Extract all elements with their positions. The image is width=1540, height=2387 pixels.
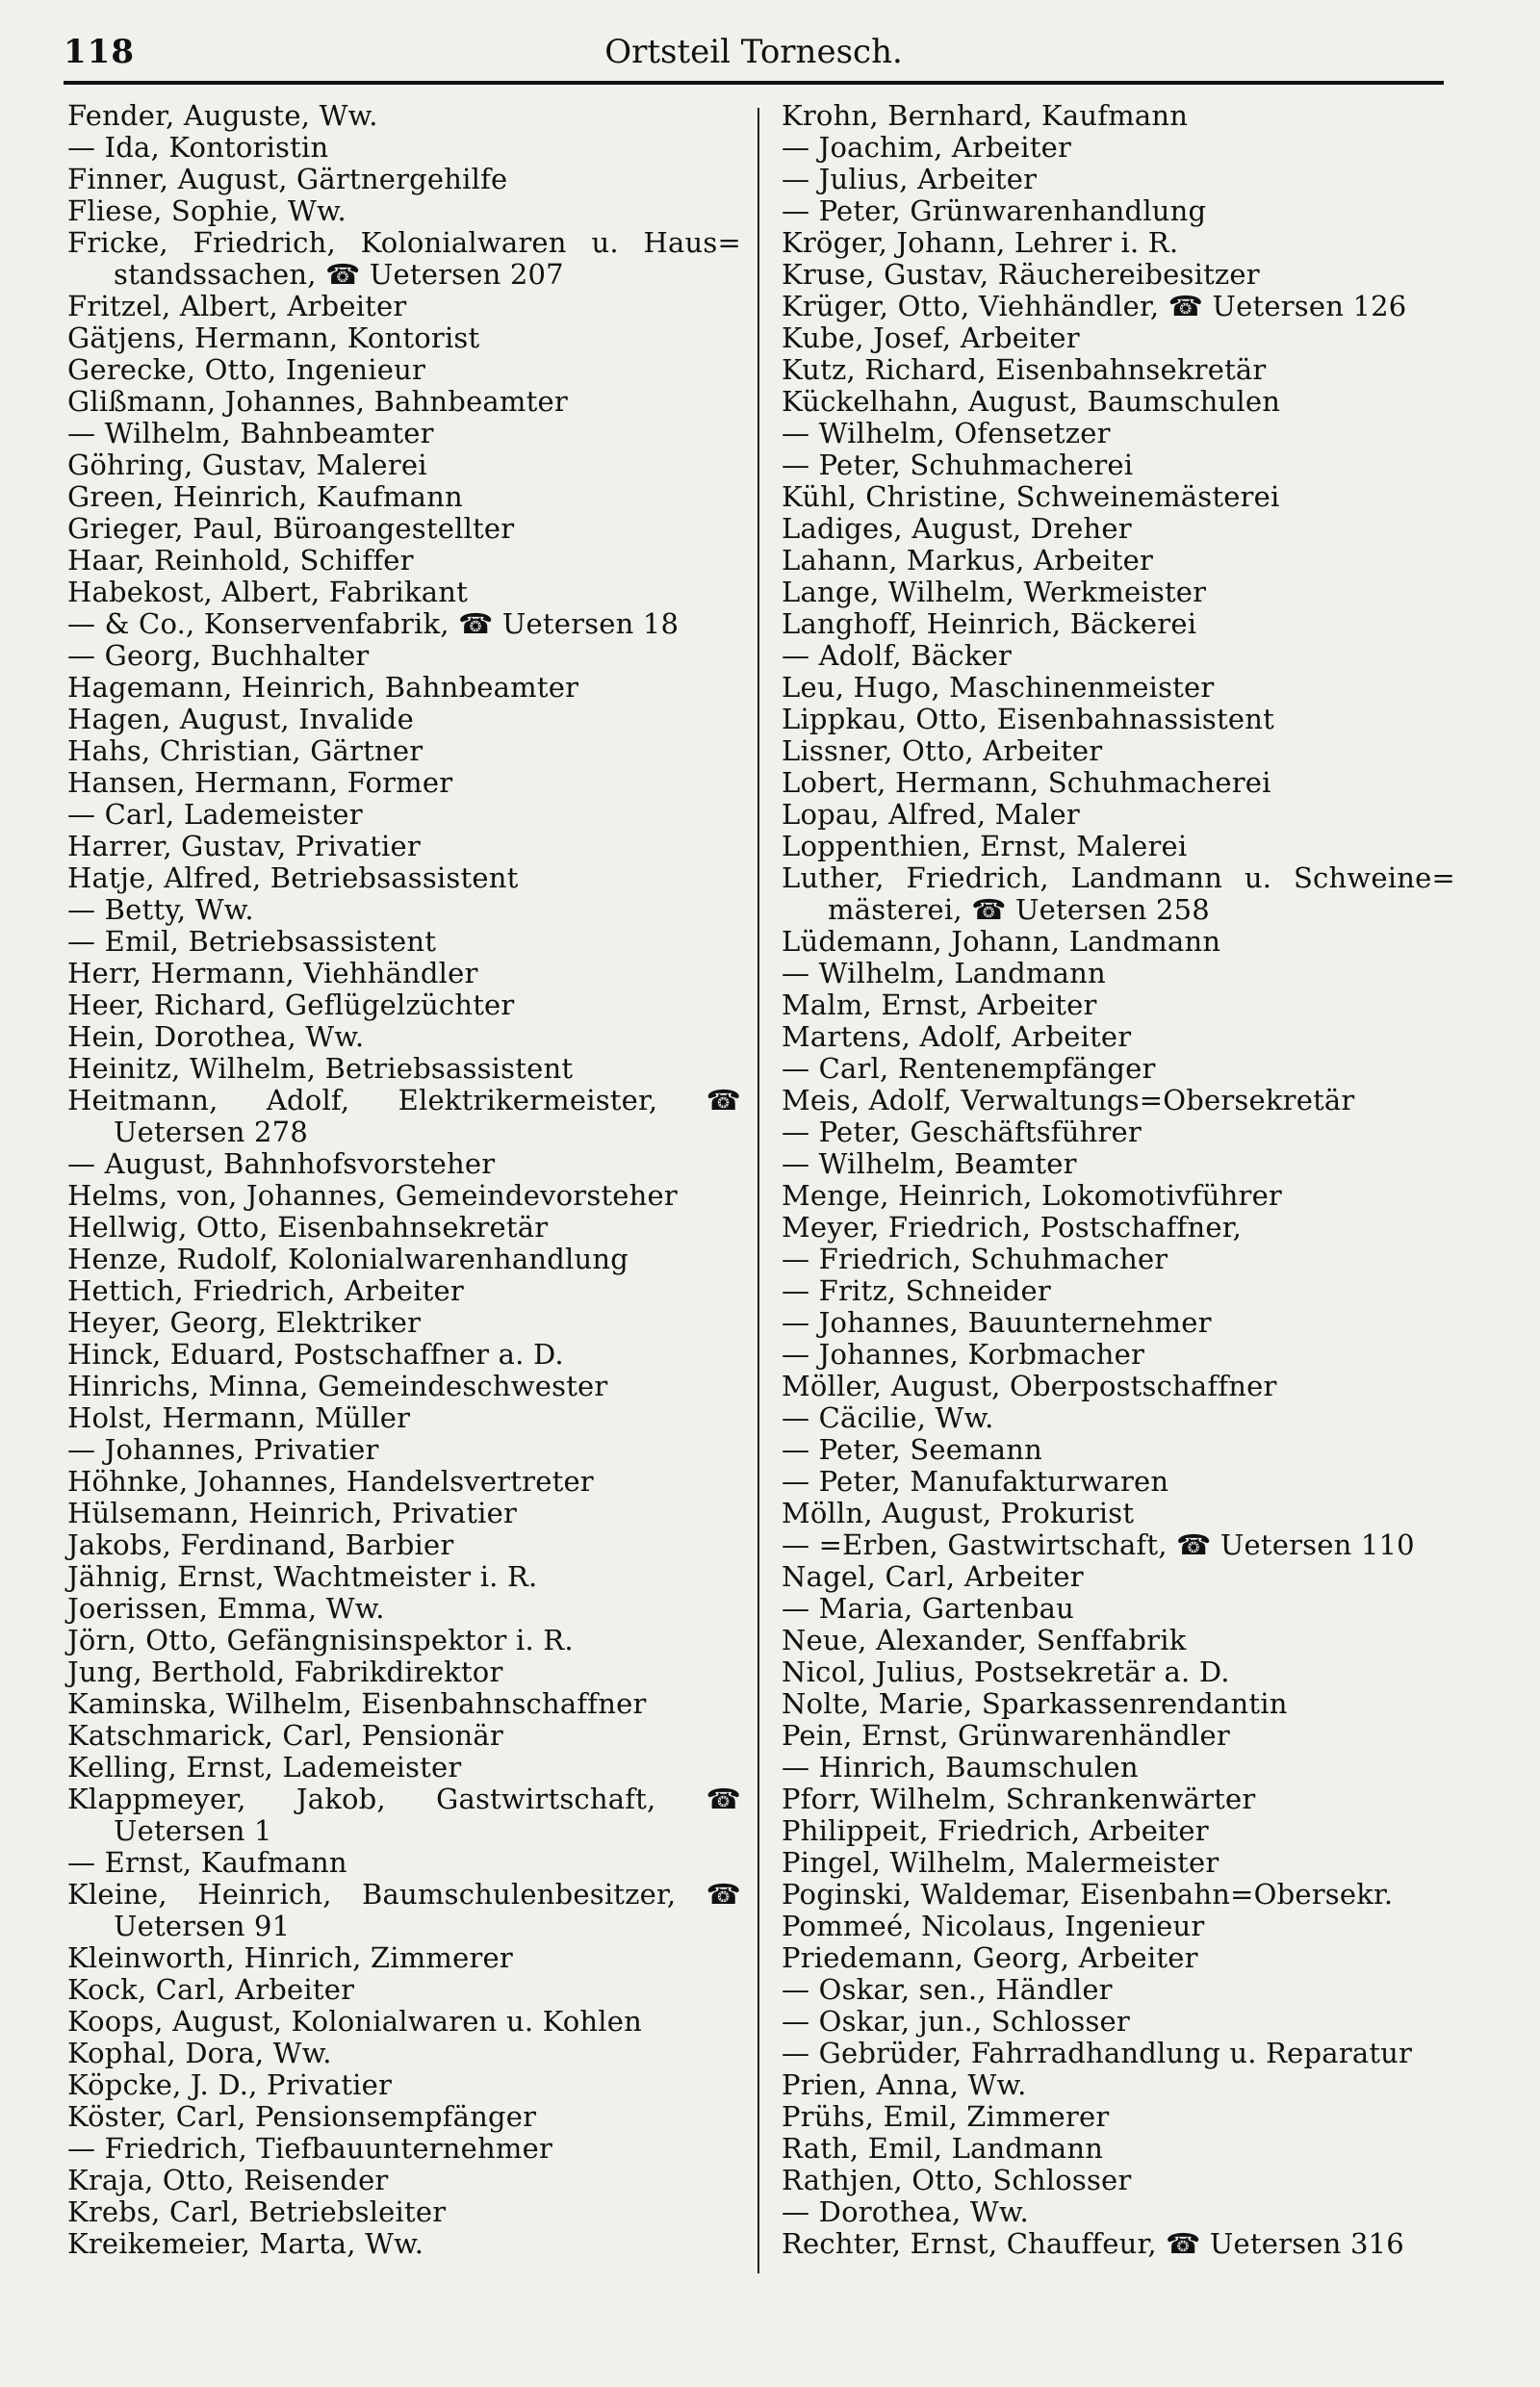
directory-entry: — Georg, Buchhalter bbox=[67, 639, 370, 672]
directory-entry: Kophal, Dora, Ww. bbox=[67, 2037, 332, 2069]
directory-entry: Heitmann, Adolf, Elektrikermeister, ☎ bbox=[67, 1084, 741, 1116]
directory-entry: Krebs, Carl, Betriebsleiter bbox=[67, 2195, 447, 2228]
directory-entry: Meis, Adolf, Verwaltungs=Obersekretär bbox=[782, 1084, 1355, 1116]
page-header bbox=[64, 29, 1444, 81]
directory-entry: Klappmeyer, Jakob, Gastwirtschaft, ☎ bbox=[67, 1783, 741, 1815]
directory-entry: Kühl, Christine, Schweinemästerei bbox=[782, 480, 1280, 513]
directory-entry: Henze, Rudolf, Kolonialwarenhandlung bbox=[67, 1243, 629, 1275]
directory-entry: Fliese, Sophie, Ww. bbox=[67, 194, 346, 227]
directory-entry: — Dorothea, Ww. bbox=[782, 2195, 1029, 2228]
directory-entry: Gerecke, Otto, Ingenieur bbox=[67, 353, 426, 386]
directory-entry: Langhoff, Heinrich, Bäckerei bbox=[782, 607, 1197, 640]
directory-entry: Katschmarick, Carl, Pensionär bbox=[67, 1719, 503, 1752]
directory-entry: Rathjen, Otto, Schlosser bbox=[782, 2164, 1132, 2196]
directory-entry: Heinitz, Wilhelm, Betriebsassistent bbox=[67, 1052, 574, 1085]
directory-entry: Lissner, Otto, Arbeiter bbox=[782, 734, 1103, 767]
directory-entry: — Adolf, Bäcker bbox=[782, 639, 1013, 672]
directory-entry: Habekost, Albert, Fabrikant bbox=[67, 576, 468, 608]
directory-entry: — Johannes, Korbmacher bbox=[782, 1338, 1145, 1371]
directory-entry: Kreikemeier, Marta, Ww. bbox=[67, 2227, 424, 2260]
directory-entry: Herr, Hermann, Viehhändler bbox=[67, 957, 478, 989]
directory-entry: Luther, Friedrich, Landmann u. Schweine= bbox=[782, 861, 1455, 894]
directory-entry: — August, Bahnhofsvorsteher bbox=[67, 1147, 496, 1180]
directory-entry: Lüdemann, Johann, Landmann bbox=[782, 925, 1221, 958]
directory-entry: Hagemann, Heinrich, Bahnbeamter bbox=[67, 671, 579, 704]
directory-entry: Green, Heinrich, Kaufmann bbox=[67, 480, 463, 513]
directory-entry: Heyer, Georg, Elektriker bbox=[67, 1306, 422, 1339]
directory-entry: Köster, Carl, Pensionsempfänger bbox=[67, 2100, 537, 2133]
directory-entry: Hatje, Alfred, Betriebsassistent bbox=[67, 861, 519, 894]
directory-entry: — Oskar, sen., Händler bbox=[782, 1973, 1113, 2006]
directory-entry: Fender, Auguste, Ww. bbox=[67, 99, 378, 132]
directory-entry: Hein, Dorothea, Ww. bbox=[67, 1020, 365, 1053]
directory-entry: Hinck, Eduard, Postschaffner a. D. bbox=[67, 1338, 564, 1371]
directory-entry: — Oskar, jun., Schlosser bbox=[782, 2005, 1130, 2038]
directory-entry: Hagen, August, Invalide bbox=[67, 703, 414, 735]
directory-entry: — Peter, Schuhmacherei bbox=[782, 449, 1134, 481]
directory-entry: Hansen, Hermann, Former bbox=[67, 766, 453, 799]
directory-entry: Hettich, Friedrich, Arbeiter bbox=[67, 1274, 464, 1307]
directory-entry: Grieger, Paul, Büroangestellter bbox=[67, 512, 515, 545]
directory-entry: Kraja, Otto, Reisender bbox=[67, 2164, 389, 2196]
directory-entry: Möller, August, Oberpostschaffner bbox=[782, 1370, 1277, 1402]
right-column bbox=[782, 100, 1455, 2260]
directory-entry: — =Erben, Gastwirtschaft, ☎ Uetersen 110 bbox=[782, 1528, 1415, 1561]
directory-entry: Hinrichs, Minna, Gemeindeschwester bbox=[67, 1370, 608, 1402]
directory-entry: Finner, August, Gärtnergehilfe bbox=[67, 163, 508, 195]
directory-entry: — Carl, Lademeister bbox=[67, 798, 363, 831]
directory-entry: Joerissen, Emma, Ww. bbox=[67, 1592, 385, 1625]
directory-entry: — Julius, Arbeiter bbox=[782, 163, 1038, 195]
directory-entry: Hahs, Christian, Gärtner bbox=[67, 734, 424, 767]
directory-entry: — Carl, Rentenempfänger bbox=[782, 1052, 1156, 1085]
directory-entry: Prien, Anna, Ww. bbox=[782, 2068, 1027, 2101]
directory-entry: Kröger, Johann, Lehrer i. R. bbox=[782, 226, 1179, 259]
directory-entry: Lopau, Alfred, Maler bbox=[782, 798, 1080, 831]
directory-entry: — Ida, Kontoristin bbox=[67, 131, 329, 164]
directory-entry: Loppenthien, Ernst, Malerei bbox=[782, 830, 1188, 862]
directory-entry: Kutz, Richard, Eisenbahnsekretär bbox=[782, 353, 1267, 386]
directory-entry: Malm, Ernst, Arbeiter bbox=[782, 988, 1097, 1021]
directory-entry: — Joachim, Arbeiter bbox=[782, 131, 1072, 164]
directory-entry: Fritzel, Albert, Arbeiter bbox=[67, 290, 407, 322]
directory-entry: — Hinrich, Baumschulen bbox=[782, 1751, 1139, 1784]
directory-entry: Holst, Hermann, Müller bbox=[67, 1401, 411, 1434]
left-column bbox=[67, 100, 741, 2260]
directory-entry: — Peter, Seemann bbox=[782, 1433, 1043, 1466]
directory-entry: — Peter, Grünwarenhandlung bbox=[782, 194, 1207, 227]
directory-entry: Kückelhahn, August, Baumschulen bbox=[782, 385, 1281, 418]
directory-entry: — Maria, Gartenbau bbox=[782, 1592, 1075, 1625]
directory-entry: Lange, Wilhelm, Werkmeister bbox=[782, 576, 1207, 608]
directory-entry: Neue, Alexander, Senffabrik bbox=[782, 1624, 1187, 1656]
directory-entry: Heer, Richard, Geflügelzüchter bbox=[67, 988, 515, 1021]
directory-entry: Lippkau, Otto, Eisenbahnassistent bbox=[782, 703, 1274, 735]
directory-entry: Glißmann, Johannes, Bahnbeamter bbox=[67, 385, 568, 418]
directory-entry: Priedemann, Georg, Arbeiter bbox=[782, 1941, 1198, 1974]
directory-entry: Haar, Reinhold, Schiffer bbox=[67, 544, 414, 577]
entry-continuation: Uetersen 91 bbox=[114, 1910, 291, 1942]
directory-entry: Koops, August, Kolonialwaren u. Kohlen bbox=[67, 2005, 643, 2038]
directory-entry: Harrer, Gustav, Privatier bbox=[67, 830, 421, 862]
directory-entry: Jörn, Otto, Gefängnisinspektor i. R. bbox=[67, 1624, 574, 1656]
directory-entry: Köpcke, J. D., Privatier bbox=[67, 2068, 393, 2101]
directory-entry: Lobert, Hermann, Schuhmacherei bbox=[782, 766, 1271, 799]
directory-entry: Menge, Heinrich, Lokomotivführer bbox=[782, 1179, 1282, 1212]
directory-entry: — Wilhelm, Landmann bbox=[782, 957, 1106, 989]
entry-continuation: mästerei, ☎ Uetersen 258 bbox=[828, 893, 1210, 926]
directory-entry: Hellwig, Otto, Eisenbahnsekretär bbox=[67, 1211, 549, 1244]
directory-entry: Rechter, Ernst, Chauffeur, ☎ Uetersen 316 bbox=[782, 2227, 1404, 2260]
directory-entry: Kaminska, Wilhelm, Eisenbahnschaffner bbox=[67, 1687, 647, 1720]
directory-entry: — Johannes, Privatier bbox=[67, 1433, 379, 1466]
directory-entry: Ladiges, August, Dreher bbox=[782, 512, 1132, 545]
running-title: Ortsteil Tornesch. bbox=[604, 33, 903, 71]
directory-entry: Göhring, Gustav, Malerei bbox=[67, 449, 427, 481]
directory-entry: Fricke, Friedrich, Kolonialwaren u. Haus= bbox=[67, 226, 741, 259]
directory-entry: — Peter, Manufakturwaren bbox=[782, 1465, 1169, 1498]
directory-entry: Nicol, Julius, Postsekretär a. D. bbox=[782, 1656, 1230, 1688]
directory-entry: Jung, Berthold, Fabrikdirektor bbox=[67, 1656, 503, 1688]
directory-entry: Kock, Carl, Arbeiter bbox=[67, 1973, 355, 2006]
directory-entry: Jähnig, Ernst, Wachtmeister i. R. bbox=[67, 1560, 538, 1593]
directory-entry: Philippeit, Friedrich, Arbeiter bbox=[782, 1814, 1209, 1847]
directory-entry: — Cäcilie, Ww. bbox=[782, 1401, 994, 1434]
directory-entry: Meyer, Friedrich, Postschaffner, bbox=[782, 1211, 1243, 1244]
directory-entry: — Wilhelm, Ofensetzer bbox=[782, 417, 1111, 449]
page-number: 118 bbox=[64, 33, 135, 71]
directory-entry: Kruse, Gustav, Räuchereibesitzer bbox=[782, 258, 1260, 291]
directory-entry: — Gebrüder, Fahrradhandlung u. Reparatur bbox=[782, 2037, 1413, 2069]
directory-entry: Pein, Ernst, Grünwarenhändler bbox=[782, 1719, 1230, 1752]
directory-entry: Kleinworth, Hinrich, Zimmerer bbox=[67, 1941, 513, 1974]
directory-entry: — Friedrich, Schuhmacher bbox=[782, 1243, 1168, 1275]
directory-entry: — Fritz, Schneider bbox=[782, 1274, 1051, 1307]
directory-entry: — Friedrich, Tiefbauunternehmer bbox=[67, 2132, 553, 2165]
entry-continuation: standssachen, ☎ Uetersen 207 bbox=[114, 258, 564, 291]
directory-entry: Nagel, Carl, Arbeiter bbox=[782, 1560, 1084, 1593]
directory-entry: Lahann, Markus, Arbeiter bbox=[782, 544, 1154, 577]
directory-entry: Kleine, Heinrich, Baumschulenbesitzer, ☎ bbox=[67, 1878, 741, 1911]
directory-entry: Kube, Josef, Arbeiter bbox=[782, 321, 1080, 354]
directory-entry: Rath, Emil, Landmann bbox=[782, 2132, 1104, 2165]
directory-entry: Gätjens, Hermann, Kontorist bbox=[67, 321, 480, 354]
directory-entry: Pforr, Wilhelm, Schrankenwärter bbox=[782, 1783, 1256, 1815]
directory-entry: Nolte, Marie, Sparkassenrendantin bbox=[782, 1687, 1288, 1720]
directory-entry: Martens, Adolf, Arbeiter bbox=[782, 1020, 1132, 1053]
header-rule bbox=[64, 81, 1444, 85]
column-divider bbox=[757, 108, 759, 2273]
directory-entry: — Johannes, Bauunternehmer bbox=[782, 1306, 1212, 1339]
directory-entry: Kelling, Ernst, Lademeister bbox=[67, 1751, 462, 1784]
directory-entry: — & Co., Konservenfabrik, ☎ Uetersen 18 bbox=[67, 607, 680, 640]
directory-entry: — Wilhelm, Bahnbeamter bbox=[67, 417, 434, 449]
entry-continuation: Uetersen 1 bbox=[114, 1814, 272, 1847]
directory-entry: Hülsemann, Heinrich, Privatier bbox=[67, 1497, 518, 1529]
directory-entry: Leu, Hugo, Maschinenmeister bbox=[782, 671, 1215, 704]
directory-entry: Poginski, Waldemar, Eisenbahn=Obersekr. bbox=[782, 1878, 1394, 1911]
directory-entry: Helms, von, Johannes, Gemeindevorsteher bbox=[67, 1179, 678, 1212]
directory-entry: Prühs, Emil, Zimmerer bbox=[782, 2100, 1110, 2133]
directory-entry: — Betty, Ww. bbox=[67, 893, 254, 926]
directory-entry: Krüger, Otto, Viehhändler, ☎ Uetersen 126 bbox=[782, 290, 1407, 322]
directory-entry: — Emil, Betriebsassistent bbox=[67, 925, 437, 958]
entry-continuation: Uetersen 278 bbox=[114, 1116, 308, 1148]
directory-entry: Mölln, August, Prokurist bbox=[782, 1497, 1135, 1529]
directory-entry: Pingel, Wilhelm, Malermeister bbox=[782, 1846, 1219, 1879]
directory-entry: Höhnke, Johannes, Handelsvertreter bbox=[67, 1465, 594, 1498]
directory-entry: Jakobs, Ferdinand, Barbier bbox=[67, 1528, 454, 1561]
directory-entry: — Peter, Geschäftsführer bbox=[782, 1116, 1142, 1148]
directory-entry: Krohn, Bernhard, Kaufmann bbox=[782, 99, 1189, 132]
directory-entry: Pommeé, Nicolaus, Ingenieur bbox=[782, 1910, 1205, 1942]
directory-entry: — Wilhelm, Beamter bbox=[782, 1147, 1077, 1180]
directory-entry: — Ernst, Kaufmann bbox=[67, 1846, 347, 1879]
